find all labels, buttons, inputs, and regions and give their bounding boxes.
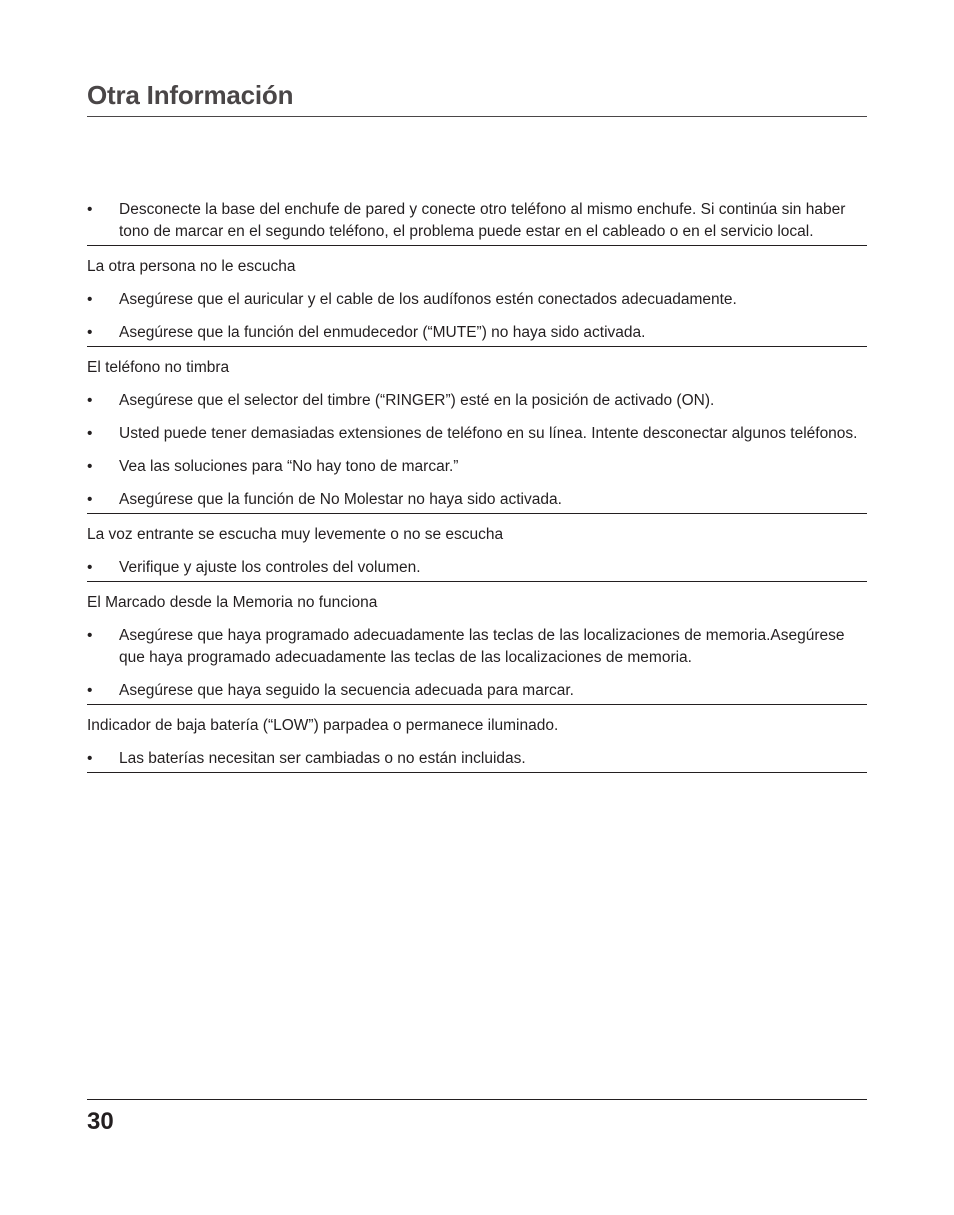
bullet-icon: • [87,291,93,308]
bullet-icon: • [87,559,93,576]
list-item [87,489,867,511]
troubleshooting-section-low-volume [87,514,867,582]
bullet-list [87,390,867,511]
list-item [87,625,867,669]
bullet-icon: • [87,491,93,508]
bullet-icon: • [87,627,93,644]
troubleshooting-content [87,199,867,773]
troubleshooting-section-no-dial-tone [87,199,867,246]
list-item-text: Asegúrese que haya seguido la secuencia adecuada para marcar. [119,682,574,699]
bullet-list [87,289,867,344]
bullet-icon: • [87,458,93,475]
list-item [87,199,867,243]
list-item [87,748,867,770]
list-item [87,423,867,445]
section-heading: Indicador de baja batería (“LOW”) parpadea o permanece iluminado. [87,717,559,734]
troubleshooting-section-phone-does-not-ring [87,347,867,514]
list-item-text: Asegúrese que el selector del timbre (“RINGER”) esté en la posición de activado (ON). [119,392,715,409]
list-item [87,322,867,344]
list-item-text: Desconecte la base del enchufe de pared y conecte otro teléfono al mismo enchufe. Si continúa sin haber tono de marcar en el segundo teléfono, el problema puede estar en el cableado o en el servicio local. [119,201,846,240]
bullet-list [87,557,867,579]
list-item-text: Vea las soluciones para “No hay tono de marcar.” [119,458,459,475]
list-item-text: Usted puede tener demasiadas extensiones de teléfono en su línea. Intente desconectar algunos teléfonos. [119,425,858,442]
bullet-icon: • [87,750,93,767]
troubleshooting-section-low-battery [87,705,867,773]
section-heading: La otra persona no le escucha [87,258,296,275]
troubleshooting-section-other-person-cannot-hear [87,246,867,347]
list-item-text: Asegúrese que el auricular y el cable de los audífonos estén conectados adecuadamente. [119,291,737,308]
list-item-text: Las baterías necesitan ser cambiadas o no están incluidas. [119,750,526,767]
bullet-list [87,199,867,243]
section-heading: El teléfono no timbra [87,359,230,376]
page-title: Otra Información [87,80,294,110]
section-heading: La voz entrante se escucha muy levemente o no se escucha [87,526,504,543]
list-item-text: Asegúrese que la función del enmudecedor (“MUTE”) no haya sido activada. [119,324,646,341]
list-item-text: Verifique y ajuste los controles del volumen. [119,559,421,576]
bullet-list [87,625,867,702]
page-number: 30 [87,1108,114,1135]
list-item [87,289,867,311]
bullet-icon: • [87,201,93,218]
list-item-text: Asegúrese que haya programado adecuadamente las teclas de las localizaciones de memoria.Asegúrese que haya programado adecuadamente las teclas de las localizaciones de memoria. [119,627,845,666]
list-item [87,390,867,412]
bullet-icon: • [87,682,93,699]
bullet-list [87,748,867,770]
bullet-icon: • [87,425,93,442]
list-item-text: Asegúrese que la función de No Molestar no haya sido activada. [119,491,562,508]
list-item [87,557,867,579]
list-item [87,456,867,478]
list-item [87,680,867,702]
troubleshooting-section-memory-dialing [87,582,867,705]
bullet-icon: • [87,392,93,409]
footer-divider [87,1099,867,1100]
bullet-icon: • [87,324,93,341]
title-divider [87,116,867,117]
section-heading: El Marcado desde la Memoria no funciona [87,594,378,611]
